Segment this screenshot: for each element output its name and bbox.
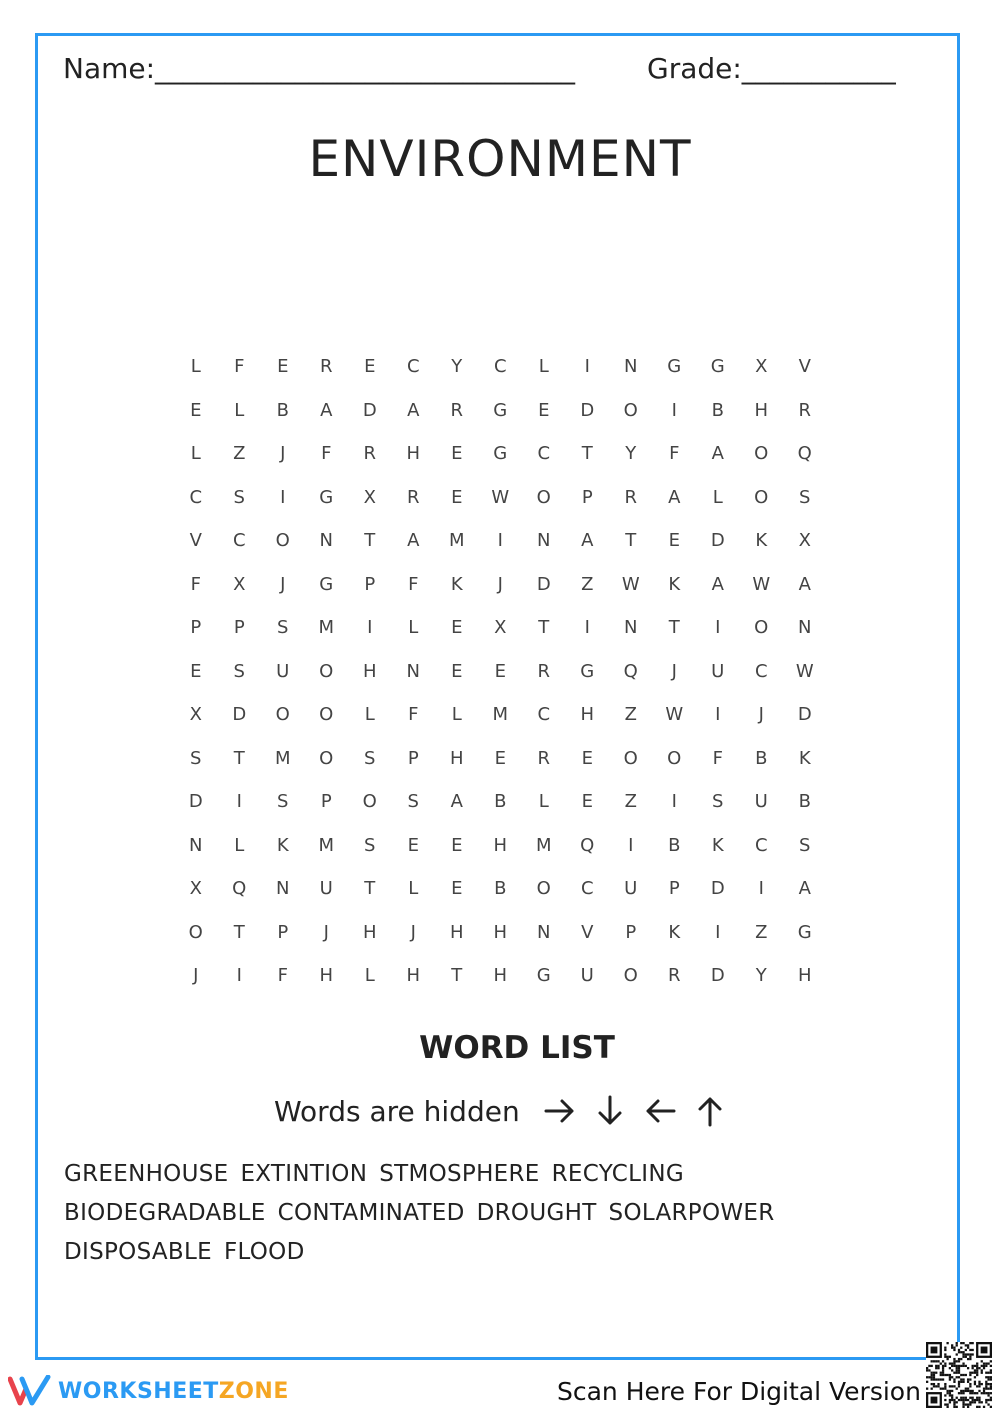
- grid-letter[interactable]: U: [276, 660, 290, 682]
- grid-letter[interactable]: G: [797, 921, 812, 943]
- grid-letter[interactable]: C: [537, 704, 551, 726]
- grid-letter[interactable]: L: [234, 399, 245, 421]
- grid-letter[interactable]: F: [277, 965, 288, 987]
- grid-letter[interactable]: D: [188, 791, 203, 813]
- grade-field[interactable]: Grade:___________: [647, 52, 896, 85]
- grid-letter[interactable]: A: [798, 573, 811, 595]
- grid-letter[interactable]: I: [758, 878, 764, 900]
- grid-letter[interactable]: S: [190, 747, 202, 769]
- grid-letter[interactable]: I: [584, 617, 590, 639]
- grid-letter[interactable]: O: [623, 399, 638, 421]
- grid-letter[interactable]: O: [536, 878, 551, 900]
- grid-letter[interactable]: A: [668, 486, 681, 508]
- grid-letter[interactable]: R: [537, 747, 550, 769]
- grid-letter[interactable]: R: [667, 965, 681, 987]
- grid-letter[interactable]: R: [624, 486, 637, 508]
- grid-letter[interactable]: I: [628, 834, 634, 856]
- grid-letter[interactable]: M: [274, 747, 291, 769]
- grid-letter[interactable]: D: [362, 399, 377, 421]
- worksheetzone-logo-icon: [8, 1375, 52, 1407]
- grid-letter[interactable]: Q: [232, 878, 247, 900]
- word-list-item: SOLARPOWER: [608, 1200, 775, 1226]
- grid-letter[interactable]: H: [406, 443, 421, 465]
- grid-letter[interactable]: E: [581, 791, 593, 813]
- grid-letter[interactable]: Y: [625, 443, 637, 465]
- grid-letter[interactable]: U: [624, 878, 638, 900]
- grid-letter[interactable]: H: [493, 834, 508, 856]
- grid-letter[interactable]: K: [668, 921, 681, 943]
- grid-letter[interactable]: G: [536, 965, 551, 987]
- grid-letter[interactable]: F: [408, 704, 419, 726]
- grid-letter[interactable]: A: [798, 878, 811, 900]
- grid-letter[interactable]: L: [408, 878, 419, 900]
- word-list-item: DISPOSABLE: [64, 1239, 212, 1265]
- grid-letter[interactable]: S: [233, 486, 245, 508]
- grid-letter[interactable]: O: [319, 704, 334, 726]
- grid-letter[interactable]: D: [710, 530, 725, 552]
- grid-letter[interactable]: L: [538, 791, 549, 813]
- word-list-item: RECYCLING: [551, 1161, 684, 1187]
- grid-letter[interactable]: C: [580, 878, 594, 900]
- grid-letter[interactable]: Z: [233, 443, 246, 465]
- grid-letter[interactable]: A: [711, 443, 724, 465]
- grid-letter[interactable]: B: [711, 399, 724, 421]
- grid-letter[interactable]: W: [491, 486, 510, 508]
- grid-letter[interactable]: E: [494, 660, 506, 682]
- grid-letter[interactable]: L: [364, 965, 375, 987]
- grid-letter[interactable]: K: [711, 834, 724, 856]
- grid-letter[interactable]: E: [407, 834, 419, 856]
- grid-letter[interactable]: H: [449, 747, 464, 769]
- grid-letter[interactable]: E: [451, 443, 463, 465]
- grid-letter[interactable]: H: [493, 921, 508, 943]
- grid-letter[interactable]: D: [710, 878, 725, 900]
- word-list-item: FLOOD: [223, 1239, 305, 1265]
- grid-letter[interactable]: O: [275, 704, 290, 726]
- grid-letter[interactable]: K: [668, 573, 681, 595]
- grid-letter[interactable]: E: [451, 617, 463, 639]
- grid-letter[interactable]: S: [799, 486, 811, 508]
- word-list-item: STMOSPHERE: [379, 1161, 540, 1187]
- grid-letter[interactable]: I: [715, 921, 721, 943]
- grid-letter[interactable]: E: [190, 399, 202, 421]
- grid-letter[interactable]: W: [795, 660, 814, 682]
- grid-letter[interactable]: S: [233, 660, 245, 682]
- grid-letter[interactable]: P: [407, 747, 419, 769]
- grid-letter[interactable]: X: [189, 878, 202, 900]
- grid-letter[interactable]: P: [364, 573, 376, 595]
- grid-letter[interactable]: T: [364, 878, 376, 900]
- grid-letter[interactable]: N: [537, 921, 551, 943]
- scan-instruction: Scan Here For Digital Version: [557, 1377, 921, 1406]
- grid-letter[interactable]: B: [798, 791, 811, 813]
- word-list-title: WORD LIST: [419, 1030, 615, 1066]
- arrow-up-icon: [692, 1093, 728, 1129]
- grid-letter[interactable]: I: [671, 791, 677, 813]
- word-list-item: GREENHOUSE: [64, 1161, 229, 1187]
- grid-letter[interactable]: G: [493, 399, 508, 421]
- grid-letter[interactable]: C: [232, 530, 246, 552]
- grid-letter[interactable]: F: [190, 573, 201, 595]
- grid-letter[interactable]: Z: [755, 921, 768, 943]
- grid-letter[interactable]: H: [797, 965, 812, 987]
- grid-letter[interactable]: I: [367, 617, 373, 639]
- grid-letter[interactable]: W: [621, 573, 640, 595]
- grid-letter[interactable]: A: [450, 791, 463, 813]
- grid-letter[interactable]: S: [364, 747, 376, 769]
- grid-letter[interactable]: L: [538, 356, 549, 378]
- grid-letter[interactable]: I: [236, 791, 242, 813]
- grid-letter[interactable]: B: [668, 834, 681, 856]
- arrow-left-icon: [642, 1093, 678, 1129]
- grid-letter[interactable]: E: [277, 356, 289, 378]
- grid-letter[interactable]: Q: [580, 834, 595, 856]
- grid-letter[interactable]: E: [451, 486, 463, 508]
- grid-letter[interactable]: Z: [624, 704, 637, 726]
- grid-letter[interactable]: I: [236, 965, 242, 987]
- grid-letter[interactable]: H: [362, 660, 377, 682]
- grid-letter[interactable]: I: [497, 530, 503, 552]
- grid-letter[interactable]: T: [233, 921, 245, 943]
- grid-letter[interactable]: P: [668, 878, 680, 900]
- grid-letter[interactable]: C: [754, 834, 768, 856]
- grid-letter[interactable]: U: [754, 791, 768, 813]
- grid-letter[interactable]: P: [581, 486, 593, 508]
- grid-letter[interactable]: D: [232, 704, 247, 726]
- grid-letter[interactable]: C: [754, 660, 768, 682]
- grid-letter[interactable]: S: [277, 791, 289, 813]
- grid-letter[interactable]: M: [535, 834, 552, 856]
- grid-letter[interactable]: G: [319, 573, 334, 595]
- grid-letter[interactable]: N: [319, 530, 333, 552]
- grid-letter[interactable]: V: [798, 356, 811, 378]
- grid-letter[interactable]: N: [537, 530, 551, 552]
- grid-letter[interactable]: P: [277, 921, 289, 943]
- grid-letter[interactable]: V: [189, 530, 202, 552]
- grid-letter[interactable]: U: [711, 660, 725, 682]
- grid-letter[interactable]: O: [623, 747, 638, 769]
- grid-letter[interactable]: B: [494, 878, 507, 900]
- grid-letter[interactable]: W: [752, 573, 771, 595]
- grid-letter[interactable]: N: [624, 356, 638, 378]
- grid-letter[interactable]: F: [408, 573, 419, 595]
- grid-letter[interactable]: X: [363, 486, 376, 508]
- grid-letter[interactable]: H: [580, 704, 595, 726]
- qr-code-icon[interactable]: [926, 1342, 992, 1408]
- grid-letter[interactable]: Q: [797, 443, 812, 465]
- grid-letter[interactable]: B: [755, 747, 768, 769]
- grid-letter[interactable]: L: [451, 704, 462, 726]
- grid-letter[interactable]: G: [319, 486, 334, 508]
- grid-letter[interactable]: H: [319, 965, 334, 987]
- grid-letter[interactable]: L: [190, 356, 201, 378]
- grid-letter[interactable]: P: [233, 617, 245, 639]
- grid-letter[interactable]: O: [319, 660, 334, 682]
- grid-letter[interactable]: X: [755, 356, 768, 378]
- grid-letter[interactable]: E: [451, 878, 463, 900]
- grid-letter[interactable]: K: [450, 573, 463, 595]
- grid-letter[interactable]: K: [276, 834, 289, 856]
- grid-letter[interactable]: F: [234, 356, 245, 378]
- grid-letter[interactable]: K: [798, 747, 811, 769]
- grid-letter[interactable]: R: [363, 443, 376, 465]
- grid-letter[interactable]: H: [493, 965, 508, 987]
- grid-letter[interactable]: L: [190, 443, 201, 465]
- grid-letter[interactable]: T: [233, 747, 245, 769]
- grid-letter[interactable]: S: [712, 791, 724, 813]
- grid-letter[interactable]: R: [319, 356, 333, 378]
- grid-letter[interactable]: J: [410, 921, 416, 943]
- grid-letter[interactable]: J: [497, 573, 503, 595]
- grid-letter[interactable]: H: [362, 921, 377, 943]
- grid-letter[interactable]: G: [493, 443, 508, 465]
- grid-letter[interactable]: O: [754, 443, 769, 465]
- brand-logo: [8, 1375, 289, 1407]
- grid-letter[interactable]: Y: [451, 356, 463, 378]
- grid-letter[interactable]: O: [623, 965, 638, 987]
- grid-letter[interactable]: E: [538, 399, 550, 421]
- grid-letter[interactable]: D: [710, 965, 725, 987]
- grid-letter[interactable]: K: [755, 530, 768, 552]
- grid-letter[interactable]: O: [275, 530, 290, 552]
- grid-letter[interactable]: D: [580, 399, 595, 421]
- grid-letter[interactable]: O: [362, 791, 377, 813]
- brand-accent: ZONE: [218, 1378, 289, 1404]
- grid-letter[interactable]: N: [406, 660, 420, 682]
- page-title: ENVIRONMENT: [308, 130, 692, 188]
- grid-letter[interactable]: I: [715, 617, 721, 639]
- grid-letter[interactable]: D: [536, 573, 551, 595]
- grid-letter[interactable]: B: [276, 399, 289, 421]
- grid-letter[interactable]: O: [536, 486, 551, 508]
- grid-letter[interactable]: L: [408, 617, 419, 639]
- grid-letter[interactable]: I: [671, 399, 677, 421]
- word-list: [64, 1155, 844, 1272]
- grid-letter[interactable]: L: [712, 486, 723, 508]
- grid-letter[interactable]: T: [668, 617, 680, 639]
- grid-letter[interactable]: J: [758, 704, 764, 726]
- grid-letter[interactable]: E: [451, 660, 463, 682]
- word-list-item: CONTAMINATED: [277, 1200, 465, 1226]
- grid-letter[interactable]: I: [715, 704, 721, 726]
- grid-letter[interactable]: J: [280, 573, 286, 595]
- word-list-item: BIODEGRADABLE: [64, 1200, 266, 1226]
- grid-letter[interactable]: P: [625, 921, 637, 943]
- grid-letter[interactable]: T: [451, 965, 463, 987]
- grid-letter[interactable]: I: [584, 356, 590, 378]
- grid-letter[interactable]: J: [671, 660, 677, 682]
- grid-letter[interactable]: H: [754, 399, 769, 421]
- grid-letter[interactable]: S: [407, 791, 419, 813]
- grid-letter[interactable]: M: [318, 834, 335, 856]
- grid-letter[interactable]: Y: [755, 965, 767, 987]
- arrow-down-icon: [592, 1093, 628, 1129]
- grid-letter[interactable]: O: [667, 747, 682, 769]
- name-field[interactable]: Name:______________________________: [63, 52, 576, 85]
- grid-letter[interactable]: S: [277, 617, 289, 639]
- grid-letter[interactable]: T: [538, 617, 550, 639]
- grid-letter[interactable]: B: [494, 791, 507, 813]
- grid-letter[interactable]: U: [319, 878, 333, 900]
- direction-hint: [274, 1093, 728, 1129]
- grid-letter[interactable]: S: [799, 834, 811, 856]
- grid-letter[interactable]: J: [193, 965, 199, 987]
- grid-letter[interactable]: A: [407, 399, 420, 421]
- grid-letter[interactable]: U: [580, 965, 594, 987]
- grid-letter[interactable]: N: [276, 878, 290, 900]
- grid-letter[interactable]: O: [319, 747, 334, 769]
- grid-letter[interactable]: A: [320, 399, 333, 421]
- grid-letter[interactable]: L: [364, 704, 375, 726]
- grid-letter[interactable]: E: [364, 356, 376, 378]
- grid-letter[interactable]: J: [280, 443, 286, 465]
- grid-letter[interactable]: C: [537, 443, 551, 465]
- grid-letter[interactable]: C: [189, 486, 203, 508]
- grid-letter[interactable]: M: [318, 617, 335, 639]
- grid-letter[interactable]: O: [188, 921, 203, 943]
- grid-letter[interactable]: T: [364, 530, 376, 552]
- grid-letter[interactable]: G: [667, 356, 682, 378]
- grid-letter[interactable]: V: [581, 921, 594, 943]
- grid-letter[interactable]: P: [320, 791, 332, 813]
- grid-letter[interactable]: W: [665, 704, 684, 726]
- word-search-grid: [174, 345, 826, 998]
- grid-letter[interactable]: R: [450, 399, 463, 421]
- grid-letter[interactable]: Q: [623, 660, 638, 682]
- grid-letter[interactable]: E: [451, 834, 463, 856]
- grid-letter[interactable]: T: [581, 443, 593, 465]
- grid-letter[interactable]: M: [448, 530, 465, 552]
- grid-letter[interactable]: X: [494, 617, 507, 639]
- grid-letter[interactable]: Z: [581, 573, 594, 595]
- grid-letter[interactable]: A: [711, 573, 724, 595]
- grid-letter[interactable]: I: [280, 486, 286, 508]
- grid-letter[interactable]: X: [189, 704, 202, 726]
- grid-letter[interactable]: E: [190, 660, 202, 682]
- grid-letter[interactable]: J: [323, 921, 329, 943]
- word-list-item: DROUGHT: [476, 1200, 597, 1226]
- grid-letter[interactable]: F: [712, 747, 723, 769]
- grid-letter[interactable]: S: [364, 834, 376, 856]
- grid-letter[interactable]: R: [406, 486, 420, 508]
- grid-letter[interactable]: X: [798, 530, 811, 552]
- brand-main: WORKSHEET: [58, 1378, 219, 1404]
- grid-letter[interactable]: N: [798, 617, 812, 639]
- grid-letter[interactable]: A: [407, 530, 420, 552]
- grid-letter[interactable]: O: [754, 486, 769, 508]
- grid-letter[interactable]: L: [234, 834, 245, 856]
- grid-letter[interactable]: D: [797, 704, 812, 726]
- grid-letter[interactable]: N: [624, 617, 638, 639]
- grid-letter[interactable]: G: [710, 356, 725, 378]
- grid-letter[interactable]: E: [494, 747, 506, 769]
- grid-letter[interactable]: X: [233, 573, 246, 595]
- grid-letter[interactable]: R: [537, 660, 550, 682]
- grid-letter[interactable]: E: [668, 530, 680, 552]
- grid-letter[interactable]: Z: [624, 791, 637, 813]
- grid-letter[interactable]: O: [754, 617, 769, 639]
- grid-letter[interactable]: G: [580, 660, 595, 682]
- grid-letter[interactable]: F: [321, 443, 332, 465]
- grid-letter[interactable]: A: [581, 530, 594, 552]
- grid-letter[interactable]: H: [449, 921, 464, 943]
- arrow-right-icon: [542, 1093, 578, 1129]
- grid-letter[interactable]: N: [189, 834, 203, 856]
- grid-letter[interactable]: H: [406, 965, 421, 987]
- hint-text: Words are hidden: [274, 1094, 520, 1128]
- grid-letter[interactable]: R: [798, 399, 811, 421]
- grid-letter[interactable]: C: [493, 356, 507, 378]
- grid-letter[interactable]: T: [625, 530, 637, 552]
- grid-letter[interactable]: F: [669, 443, 680, 465]
- grid-letter[interactable]: P: [190, 617, 202, 639]
- grid-letter[interactable]: M: [492, 704, 509, 726]
- grid-letter[interactable]: E: [581, 747, 593, 769]
- grid-letter[interactable]: C: [406, 356, 420, 378]
- word-list-item: EXTINTION: [240, 1161, 368, 1187]
